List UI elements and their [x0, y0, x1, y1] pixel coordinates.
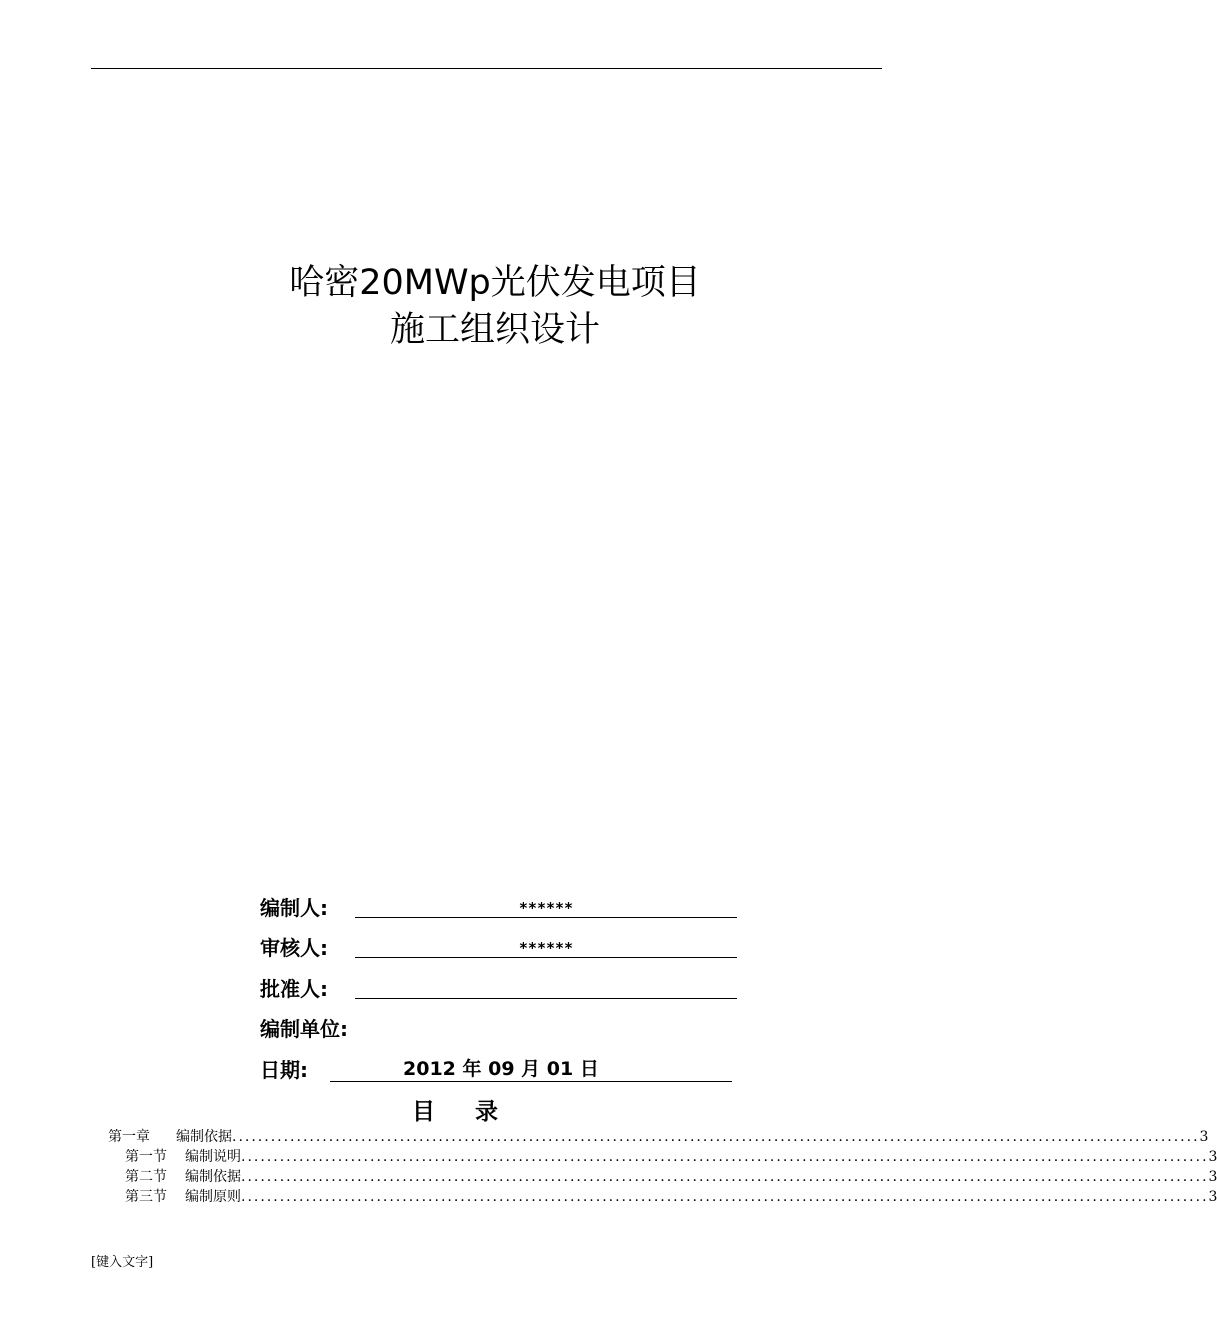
header-rule: [91, 68, 882, 69]
reviewer-label: 审核人:: [260, 936, 328, 960]
toc-leader-dots: ......................................................................................................................................................: [241, 1189, 1209, 1205]
toc-entry-text: 编制原则: [185, 1189, 241, 1205]
toc-entry-page: 3: [1208, 1149, 1217, 1165]
toc-entry[interactable]: [125, 1167, 1217, 1187]
compiler-value: ******: [355, 895, 737, 918]
toc-entry-number: 第二节: [125, 1169, 167, 1185]
approver-label: 批准人:: [260, 977, 328, 1001]
footer-placeholder[interactable]: [键入文字]: [91, 1255, 154, 1270]
toc-entry[interactable]: [125, 1147, 1217, 1167]
toc-entry-page: 3: [1199, 1129, 1209, 1145]
compiler-label: 编制人:: [260, 896, 328, 920]
reviewer-value: ******: [355, 935, 737, 958]
toc-entry-number: 第三节: [125, 1189, 167, 1205]
toc-entry-text: 编制依据: [176, 1129, 232, 1145]
toc-leader-dots: ......................................................................................................................................................: [241, 1169, 1209, 1185]
toc-entry[interactable]: [108, 1127, 1209, 1147]
toc-entry-page: 3: [1208, 1169, 1217, 1185]
organization-label: 编制单位:: [260, 1017, 348, 1041]
date-label: 日期:: [260, 1058, 308, 1082]
cover-title-line1: 哈密20MWp光伏发电项目: [289, 263, 701, 303]
toc-leader-dots: ......................................................................................................................................................: [241, 1149, 1209, 1165]
toc-entry[interactable]: [125, 1187, 1217, 1207]
toc-entry-page: 3: [1208, 1189, 1217, 1205]
toc-leader-dots: ......................................................................................................................................................: [232, 1129, 1200, 1145]
toc-entry-number: 第一章: [108, 1129, 150, 1145]
toc-entry-number: 第一节: [125, 1149, 167, 1165]
cover-title-line2: 施工组织设计: [389, 310, 600, 350]
toc-entry-text: 编制依据: [185, 1169, 241, 1185]
toc-entry-text: 编制说明: [185, 1149, 241, 1165]
toc-title: 目录: [412, 1099, 538, 1125]
date-value: 2012 年 09 月 01 日: [403, 1058, 599, 1080]
approver-value: [355, 976, 737, 999]
